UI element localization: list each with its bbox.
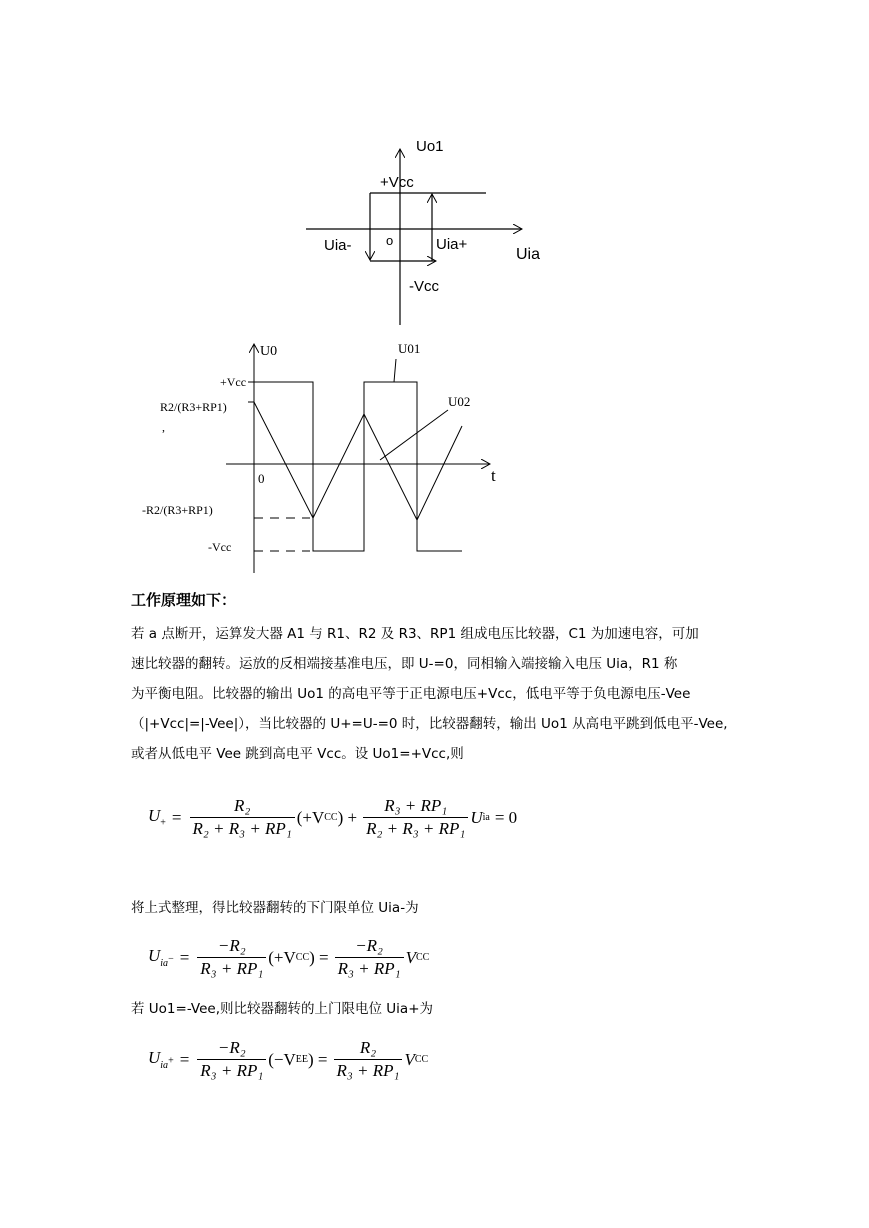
eq-symbol: U [148, 806, 161, 826]
eq-numerator: R₂ [190, 796, 295, 818]
neg-threshold-label: -R2/(R3+RP1) [142, 503, 213, 517]
equation-uia-minus [148, 936, 429, 979]
eq-symbol: U [148, 946, 161, 966]
waveform-diagram [140, 338, 510, 578]
eq-numerator: −R₂ [335, 936, 404, 958]
eq-term: = 0 [494, 807, 518, 827]
eq-denominator: R₂ + R₃ + RP₁ [192, 819, 292, 838]
eq-term: ) + [337, 807, 358, 827]
uia-plus-label: Uia+ [436, 236, 468, 253]
eq-term: (+V [268, 947, 296, 967]
t-axis-label: t [491, 466, 496, 485]
uia-axis-label: Uia [516, 246, 540, 263]
eq-numerator: −R₂ [197, 1038, 266, 1060]
eq-numerator: R₂ [334, 1038, 403, 1060]
equation-u-plus [148, 796, 517, 839]
origin-label: o [386, 233, 394, 248]
eq-subscript: EE [295, 1054, 308, 1065]
eq-subscript: CC [295, 952, 310, 963]
uo1-label: Uo1 [416, 138, 444, 155]
eq-denominator: R₃ + RP₁ [336, 1061, 400, 1080]
eq-symbol: U [470, 807, 483, 827]
eq-fraction [197, 1038, 266, 1081]
paragraph-upper-threshold: 若 Uo1=-Vee,则比较器翻转的上门限电位 Uia+为 [131, 1001, 434, 1017]
eq-symbol: V [404, 1049, 415, 1069]
eq-fraction [335, 936, 404, 979]
pos-vcc-label: +Vcc [220, 375, 247, 389]
eq-fraction [363, 796, 468, 839]
uia-minus-label: Uia- [324, 237, 352, 254]
eq-subscript: ia [160, 957, 169, 969]
equation-uia-plus [148, 1038, 428, 1081]
pos-vcc-label: +Vcc [380, 174, 414, 191]
eq-denominator: R₃ + RP₁ [200, 1061, 264, 1080]
eq-equals: = [179, 947, 190, 967]
eq-equals: = [171, 807, 182, 827]
paragraph-line: 或者从低电平 Vee 跳到高电平 Vcc。设 Uo1=+Vcc,则 [131, 746, 464, 762]
neg-vcc-label: -Vcc [208, 540, 232, 554]
eq-term: (+V [296, 807, 325, 827]
paragraph-line: （|+Vcc|=|-Vee|），当比较器的 U+=U-=0 时，比较器翻转，输出 Uo1 从高电平跳到低电平-Vee, [131, 716, 728, 732]
eq-term: ) = [309, 947, 329, 967]
eq-superscript: + [168, 1055, 174, 1067]
u01-label: U01 [398, 341, 421, 356]
eq-equals: = [179, 1049, 190, 1069]
eq-term: ) = [308, 1049, 328, 1069]
paragraph-line: 若 a 点断开，运算发大器 A1 与 R1、R2 及 R3、RP1 组成电压比较器，C1 为加速电容，可加 [131, 626, 699, 642]
u02-leader [380, 410, 448, 460]
eq-subscript: CC [415, 952, 430, 963]
paragraph-rearrange: 将上式整理，得比较器翻转的下门限单位 Uia-为 [131, 900, 419, 916]
eq-subscript: + [160, 817, 166, 829]
principle-paragraph [131, 619, 743, 769]
eq-term: (−V [268, 1049, 296, 1069]
eq-symbol: V [405, 947, 416, 967]
eq-subscript: ia [160, 1059, 169, 1071]
eq-denominator: R₃ + RP₁ [200, 959, 264, 978]
section-heading: 工作原理如下： [131, 591, 237, 609]
hysteresis-diagram [300, 135, 540, 330]
neg-vcc-label: -Vcc [409, 278, 439, 295]
eq-fraction [197, 936, 266, 979]
eq-denominator: R₂ + R₃ + RP₁ [366, 819, 466, 838]
eq-superscript: − [168, 953, 174, 965]
u02-label: U02 [448, 394, 471, 409]
stray-mark: , [162, 420, 165, 434]
paragraph-line: 为平衡电阻。比较器的输出 Uo1 的高电平等于正电源电压+Vcc，低电平等于负电源电压-Vee [131, 686, 691, 702]
u01-square-wave [254, 382, 462, 551]
eq-fraction [334, 1038, 403, 1081]
eq-subscript: ia [482, 812, 490, 823]
eq-subscript: CC [414, 1054, 429, 1065]
eq-symbol: U [148, 1048, 161, 1068]
eq-fraction [190, 796, 295, 839]
u01-leader [394, 359, 396, 382]
paragraph-line: 速比较器的翻转。运放的反相端接基准电压，即 U-=0，同相输入端接输入电压 Uia，R1 称 [131, 656, 678, 672]
pos-threshold-label: R2/(R3+RP1) [160, 400, 227, 414]
u02-triangle-wave [254, 402, 462, 520]
eq-numerator: −R₂ [197, 936, 266, 958]
u0-axis-label: U0 [260, 344, 278, 359]
eq-numerator: R₃ + RP₁ [363, 796, 468, 818]
origin-label: 0 [258, 471, 265, 486]
eq-subscript: CC [324, 812, 338, 823]
eq-denominator: R₃ + RP₁ [337, 959, 401, 978]
